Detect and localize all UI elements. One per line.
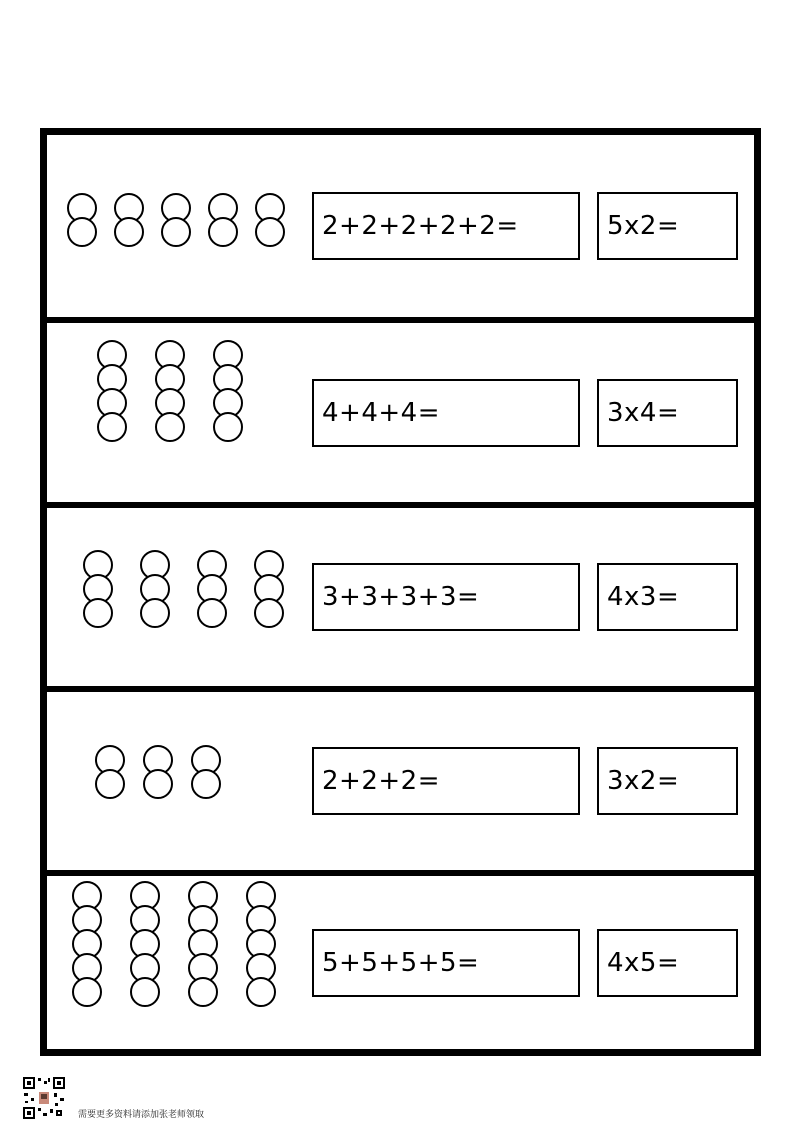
problem-row-4 [47, 692, 754, 870]
qr-code-icon [22, 1076, 66, 1120]
problem-row-3 [47, 508, 754, 686]
counter-circle [97, 412, 127, 442]
multiplication-text: 4x3= [607, 582, 680, 612]
worksheet-frame [40, 128, 761, 1056]
multiplication-text: 5x2= [607, 211, 680, 241]
addition-text: 3+3+3+3= [322, 582, 480, 612]
footer-note: 需要更多资料请添加张老师领取 [78, 1110, 205, 1120]
counter-circle [246, 977, 276, 1007]
multiplication-box [597, 192, 738, 260]
counter-circle [161, 217, 191, 247]
dot-groups [47, 692, 297, 870]
counter-circle [83, 598, 113, 628]
counter-circle [67, 217, 97, 247]
addition-text: 2+2+2+2+2= [322, 211, 519, 241]
multiplication-text: 3x2= [607, 766, 680, 796]
addition-text: 2+2+2= [322, 766, 440, 796]
problem-row-2 [47, 323, 754, 502]
multiplication-box [597, 379, 738, 447]
multiplication-text: 3x4= [607, 398, 680, 428]
addition-box [312, 563, 580, 631]
counter-circle [213, 412, 243, 442]
counter-circle [130, 977, 160, 1007]
dot-groups [47, 323, 297, 502]
counter-circle [208, 217, 238, 247]
counter-circle [72, 977, 102, 1007]
addition-box [312, 379, 580, 447]
problem-row-5 [47, 876, 754, 1049]
counter-circle [155, 412, 185, 442]
dot-groups [47, 876, 297, 1049]
dot-groups [47, 135, 297, 317]
counter-circle [95, 769, 125, 799]
counter-circle [143, 769, 173, 799]
multiplication-box [597, 563, 738, 631]
addition-box [312, 929, 580, 997]
addition-box [312, 192, 580, 260]
counter-circle [197, 598, 227, 628]
addition-text: 5+5+5+5= [322, 948, 480, 978]
problem-row-1 [47, 135, 754, 317]
dot-groups [47, 508, 297, 686]
multiplication-box [597, 929, 738, 997]
multiplication-text: 4x5= [607, 948, 680, 978]
addition-box [312, 747, 580, 815]
counter-circle [254, 598, 284, 628]
multiplication-box [597, 747, 738, 815]
counter-circle [140, 598, 170, 628]
counter-circle [191, 769, 221, 799]
counter-circle [114, 217, 144, 247]
page-footer [22, 1076, 322, 1122]
counter-circle [255, 217, 285, 247]
counter-circle [188, 977, 218, 1007]
addition-text: 4+4+4= [322, 398, 440, 428]
